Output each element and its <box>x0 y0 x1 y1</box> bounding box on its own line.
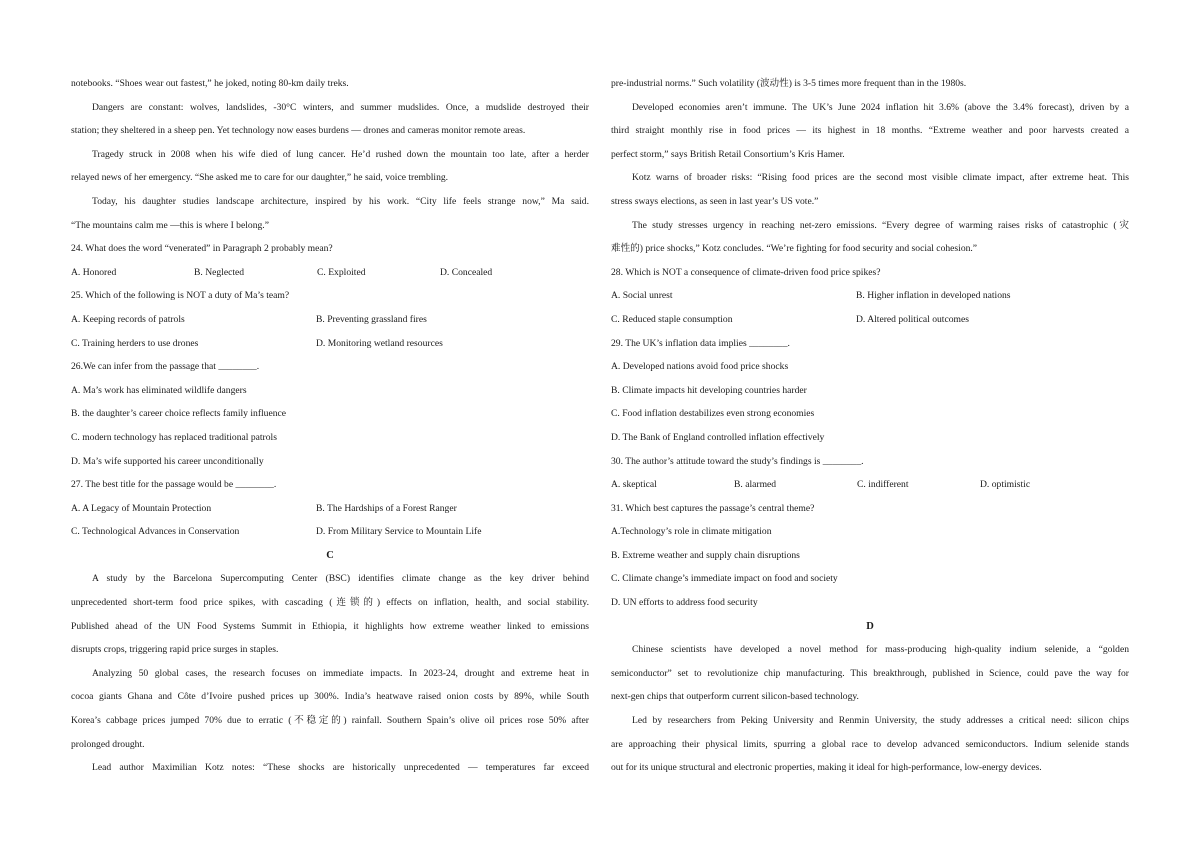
passage-line: Lead author Maximilian Kotz notes: “These shocks are historically unprecedented — temperatures far exceed <box>92 762 589 774</box>
question-26-stem: 26.We can infer from the passage that ________. <box>71 361 260 373</box>
passage-line: prolonged drought. <box>71 738 145 750</box>
passage-line: out for its unique structural and electronic properties, making it ideal for high-performance, low-energy devices. <box>611 762 1042 774</box>
option-d[interactable]: D. UN efforts to address food security <box>611 597 758 609</box>
option-b[interactable]: B. Preventing grassland fires <box>316 313 427 325</box>
passage-line: Developed economies aren’t immune. The UK’s June 2024 inflation hit 3.6% (above the 3.4% forecast), driven by a <box>632 101 1129 113</box>
option-b[interactable]: B. Climate impacts hit developing countries harder <box>611 384 807 396</box>
option-d[interactable]: D. optimistic <box>980 479 1031 491</box>
passage-line: station; they sheltered in a sheep pen. Yet technology now eases burdens — drones and cameras monitor remote areas. <box>71 125 526 137</box>
passage-line: “The mountains calm me —this is where I belong.” <box>71 219 269 231</box>
passage-line: A study by the Barcelona Supercomputing Center (BSC) identifies climate change as the key driver behind <box>92 573 589 585</box>
option-c[interactable]: C. Exploited <box>317 266 366 278</box>
option-b[interactable]: B. Extreme weather and supply chain disruptions <box>611 549 800 561</box>
question-25-options-row-2 <box>71 332 589 356</box>
question-25-stem: 25. Which of the following is NOT a duty of Ma’s team? <box>71 290 290 302</box>
left-column <box>71 72 589 780</box>
passage-line: semiconductor” set to revolutionize chip manufacturing. This breakthrough, published in Science, could pave the way for <box>611 667 1129 679</box>
option-d[interactable]: D. Ma’s wife supported his career unconditionally <box>71 455 264 467</box>
passage-line: relayed news of her emergency. “She asked me to care for our daughter,” he said, voice trembling. <box>71 172 449 184</box>
question-30-stem: 30. The author’s attitude toward the study’s findings is ________. <box>611 455 864 467</box>
passage-line: Chinese scientists have developed a novel method for mass-producing high-quality indium selenide, a “golden <box>632 644 1129 656</box>
option-c[interactable]: C. Technological Advances in Conservation <box>71 526 240 538</box>
passage-line: are approaching their physical limits, spurring a global race to develop advanced semiconductors. Indium selenide stands <box>611 738 1129 750</box>
option-b[interactable]: B. alarmed <box>734 479 777 491</box>
question-27-options-row-2 <box>71 520 589 544</box>
option-b[interactable]: B. The Hardships of a Forest Ranger <box>316 502 457 514</box>
option-a[interactable]: A.Technology’s role in climate mitigation <box>611 526 772 538</box>
passage-line: Analyzing 50 global cases, the research focuses on immediate impacts. In 2023-24, drought and extreme heat in <box>92 667 589 679</box>
passage-line: Dangers are constant: wolves, landslides, -30°C winters, and summer mudslides. Once, a mudslide destroyed their <box>92 101 589 113</box>
question-31-stem: 31. Which best captures the passage’s central theme? <box>611 502 815 514</box>
passage-line: The study stresses urgency in reaching net-zero emissions. “Every degree of warming raises risks of catastrophic (灾 <box>632 219 1129 231</box>
option-d[interactable]: D. The Bank of England controlled inflation effectively <box>611 431 825 443</box>
question-28-options-row-1 <box>611 284 1129 308</box>
option-d[interactable]: D. From Military Service to Mountain Life <box>316 526 482 538</box>
question-28-stem: 28. Which is NOT a consequence of climate-driven food price spikes? <box>611 266 881 278</box>
option-c[interactable]: C. Reduced staple consumption <box>611 313 733 325</box>
option-a[interactable]: A. Social unrest <box>611 290 673 302</box>
passage-line: Kotz warns of broader risks: “Rising food prices are the second most visible climate impact, after extreme heat. This <box>632 172 1129 184</box>
question-28-options-row-2 <box>611 308 1129 332</box>
option-c[interactable]: C. Climate change’s immediate impact on food and society <box>611 573 838 585</box>
option-d[interactable]: D. Monitoring wetland resources <box>316 337 443 349</box>
question-29-stem: 29. The UK’s inflation data implies ________. <box>611 337 790 349</box>
passage-line: Today, his daughter studies landscape architecture, inspired by his work. “City life feels strange now,” Ma said. <box>92 195 589 207</box>
passage-line: 难性的) price shocks,” Kotz concludes. “We’re fighting for food security and social cohesion.” <box>611 243 978 255</box>
section-heading-d: D <box>866 620 874 632</box>
option-a[interactable]: A. Keeping records of patrols <box>71 313 185 325</box>
option-d[interactable]: D. Altered political outcomes <box>856 313 969 325</box>
passage-line: disrupts crops, triggering rapid price surges in staples. <box>71 644 279 656</box>
passage-line: perfect storm,” says British Retail Consortium’s Kris Hamer. <box>611 148 845 160</box>
option-b[interactable]: B. the daughter’s career choice reflects family influence <box>71 408 287 420</box>
section-heading-c: C <box>326 549 334 561</box>
option-c[interactable]: C. indifferent <box>857 479 909 491</box>
passage-line: Tragedy struck in 2008 when his wife died of lung cancer. He’d rushed down the mountain too late, after a herder <box>92 148 589 160</box>
passage-line: third straight monthly rise in food prices — its highest in 18 months. “Extreme weather and poor harvests created a <box>611 125 1129 137</box>
option-b[interactable]: B. Higher inflation in developed nations <box>856 290 1011 302</box>
passage-line: Korea’s cabbage prices jumped 70% due to erratic (不稳定的) rainfall. Southern Spain’s olive oil prices rose 50% after <box>71 715 589 727</box>
option-a[interactable]: A. Honored <box>71 266 117 278</box>
question-24-options <box>71 261 589 285</box>
question-24-stem: 24. What does the word “venerated” in Paragraph 2 probably mean? <box>71 243 333 255</box>
passage-line: stress sways elections, as seen in last year’s US vote.” <box>611 195 819 207</box>
option-c[interactable]: C. modern technology has replaced traditional patrols <box>71 431 277 443</box>
question-27-options-row-1 <box>71 497 589 521</box>
option-c[interactable]: C. Training herders to use drones <box>71 337 199 349</box>
passage-line: Published ahead of the UN Food Systems Summit in Ethiopia, it highlights how extreme weather linked to emissions <box>71 620 589 632</box>
question-25-options-row-1 <box>71 308 589 332</box>
passage-line: notebooks. “Shoes wear out fastest,” he joked, noting 80-km daily treks. <box>71 78 349 89</box>
passage-line: unprecedented short-term food price spikes, with cascading (连锁的) effects on inflation, health, and social stability. <box>71 597 589 609</box>
passage-line: pre-industrial norms.” Such volatility (波动性) is 3-5 times more frequent than in the 1980s. <box>611 78 967 89</box>
question-27-stem: 27. The best title for the passage would be ________. <box>71 479 277 491</box>
option-d[interactable]: D. Concealed <box>440 266 493 278</box>
right-column <box>611 72 1129 780</box>
option-c[interactable]: C. Food inflation destabilizes even strong economies <box>611 408 815 420</box>
option-a[interactable]: A. skeptical <box>611 479 657 491</box>
passage-line: cocoa giants Ghana and Côte d’Ivoire pushed prices up 300%. India’s heatwave raised onion costs by 89%, while South <box>71 691 589 703</box>
passage-line: Led by researchers from Peking University and Renmin University, the study addresses a critical need: silicon chips <box>632 715 1129 727</box>
passage-line: next-gen chips that outperform current silicon-based technology. <box>611 691 859 703</box>
option-b[interactable]: B. Neglected <box>194 266 245 278</box>
question-30-options <box>611 473 1129 497</box>
option-a[interactable]: A. Developed nations avoid food price shocks <box>611 361 789 373</box>
option-a[interactable]: A. Ma’s work has eliminated wildlife dangers <box>71 384 247 396</box>
option-a[interactable]: A. A Legacy of Mountain Protection <box>71 502 212 514</box>
